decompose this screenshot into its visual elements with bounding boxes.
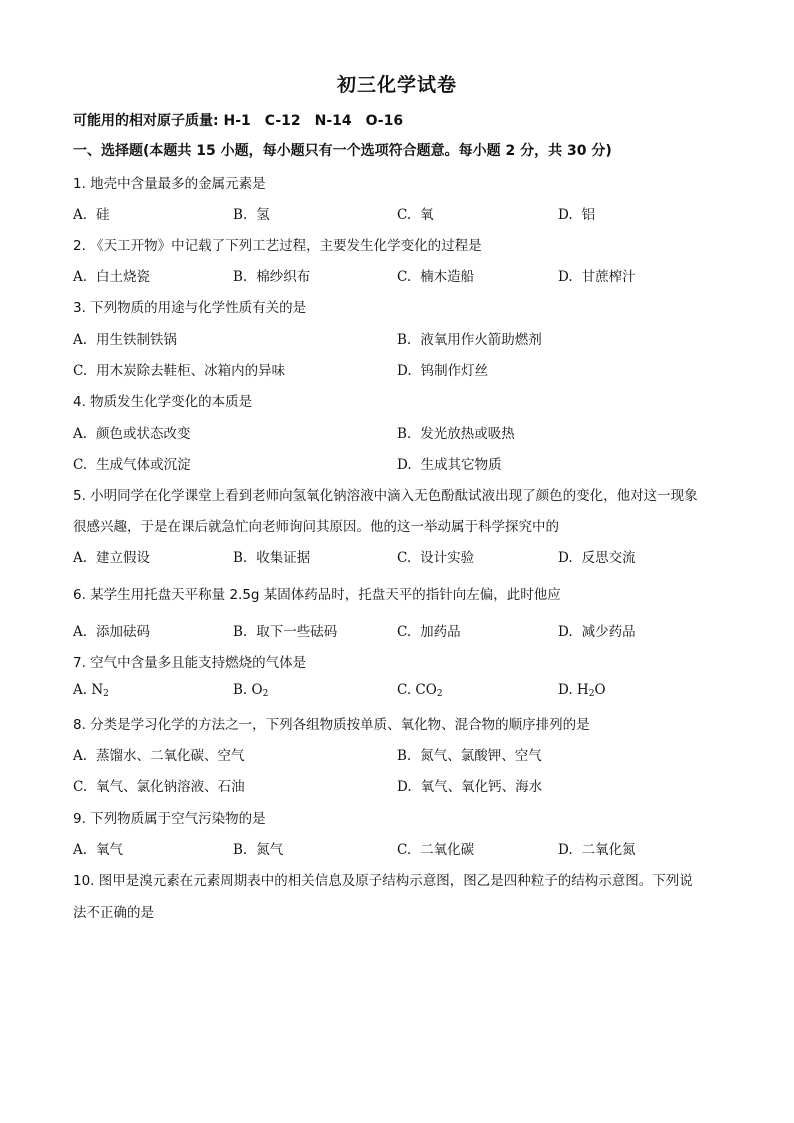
q1-option-c: C. 氧 [397, 207, 434, 223]
q8-option-c: C. 氧气、氯化钠溶液、石油 [73, 779, 245, 795]
q1-option-a: A. 硅 [73, 207, 110, 223]
q2-option-c: C. 楠木造船 [397, 269, 475, 285]
question-10-stem-line2: 法不正确的是 [73, 905, 154, 921]
q9-option-a: A. 氧气 [73, 842, 124, 858]
q6-option-d: D. 减少药品 [558, 624, 636, 640]
question-7-stem: 7. 空气中含量多且能支持燃烧的气体是 [73, 655, 307, 671]
question-5-stem-line1: 5. 小明同学在化学课堂上看到老师向氢氧化钠溶液中滴入无色酚酞试液出现了颜色的变化，他对这一现象 [73, 488, 698, 504]
question-4-stem: 4. 物质发生化学变化的本质是 [73, 394, 253, 410]
q7-option-d: D. $H_2O$ [558, 682, 606, 699]
question-5-stem-line2: 很感兴趣，于是在课后就急忙向老师询问其原因。他的这一举动属于科学探究中的 [73, 519, 559, 535]
q3-option-a: A. 用生铁制铁锅 [73, 332, 178, 348]
q1-option-d: D. 铝 [558, 207, 596, 223]
q8-option-a: A. 蒸馏水、二氧化碳、空气 [73, 748, 245, 764]
q6-option-b: B. 取下一些砝码 [233, 624, 338, 640]
q4-option-c: C. 生成气体或沉淀 [73, 457, 191, 473]
q2-option-b: B. 棉纱织布 [233, 269, 311, 285]
q6-option-a: A. 添加砝码 [73, 624, 151, 640]
q7-option-b: B. $O_2$ [233, 682, 269, 699]
q4-option-b: B. 发光放热或吸热 [397, 426, 515, 442]
q5-option-a: A. 建立假设 [73, 550, 151, 566]
question-9-stem: 9. 下列物质属于空气污染物的是 [73, 811, 266, 827]
question-3-stem: 3. 下列物质的用途与化学性质有关的是 [73, 300, 307, 316]
question-10-stem-line1: 10. 图甲是溴元素在元素周期表中的相关信息及原子结构示意图，图乙是四种粒子的结构示意图。下列说 [73, 873, 693, 889]
q7-option-c: C. $CO_2$ [397, 682, 443, 699]
question-8-stem: 8. 分类是学习化学的方法之一，下列各组物质按单质、氧化物、混合物的顺序排列的是 [73, 717, 590, 733]
question-2-stem: 2. 《天工开物》中记载了下列工艺过程，主要发生化学变化的过程是 [73, 238, 482, 254]
q7-option-a: A. $N_2$ [73, 682, 109, 699]
q1-option-b: B. 氢 [233, 207, 270, 223]
page-title: 初三化学试卷 [336, 74, 457, 96]
q8-option-b: B. 氮气、氯酸钾、空气 [397, 748, 542, 764]
atomic-mass-line: 可能用的相对原子质量: H-1 C-12 N-14 O-16 [73, 113, 404, 129]
q9-option-d: D. 二氧化氮 [558, 842, 636, 858]
section-heading: 一、选择题(本题共 15 小题，每小题只有一个选项符合题意。每小题 2 分，共 30 分) [73, 143, 612, 159]
q3-option-b: B. 液氧用作火箭助燃剂 [397, 332, 542, 348]
q2-option-d: D. 甘蔗榨汁 [558, 269, 636, 285]
q4-option-a: A. 颜色或状态改变 [73, 426, 191, 442]
q5-option-c: C. 设计实验 [397, 550, 475, 566]
q2-option-a: A. 白土烧瓷 [73, 269, 151, 285]
q9-option-c: C. 二氧化碳 [397, 842, 475, 858]
q4-option-d: D. 生成其它物质 [397, 457, 502, 473]
q6-option-c: C. 加药品 [397, 624, 461, 640]
q8-option-d: D. 氧气、氧化钙、海水 [397, 779, 543, 795]
q3-option-d: D. 钨制作灯丝 [397, 363, 489, 379]
q9-option-b: B. 氮气 [233, 842, 284, 858]
question-1-stem: 1. 地壳中含量最多的金属元素是 [73, 176, 266, 192]
q5-option-b: B. 收集证据 [233, 550, 311, 566]
q5-option-d: D. 反思交流 [558, 550, 636, 566]
q3-option-c: C. 用木炭除去鞋柜、冰箱内的异味 [73, 363, 286, 379]
question-6-stem: 6. 某学生用托盘天平称量 2.5g 某固体药品时，托盘天平的指针向左偏，此时他应 [73, 587, 561, 603]
